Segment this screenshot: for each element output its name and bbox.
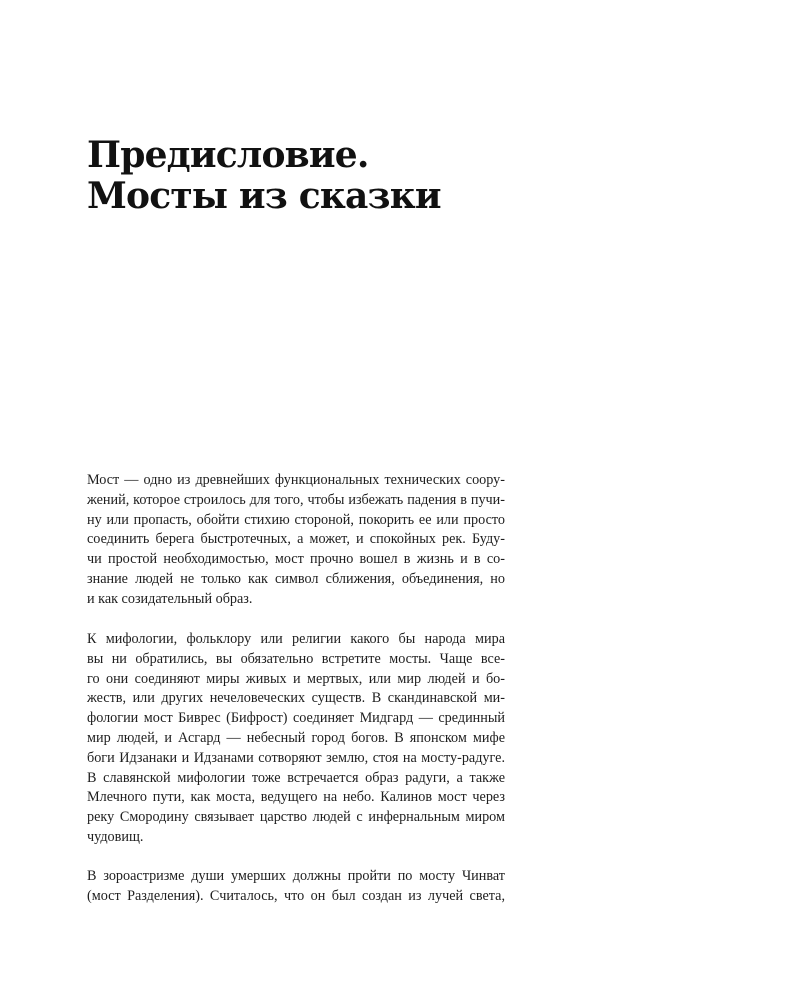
paragraph-1 — [87, 471, 505, 610]
text-line: соединить берега быстротечных, а может, и спокойных рек. Буду- — [87, 531, 505, 548]
text-line: фологии мост Биврес (Бифрост) соединяет Мидгард — срединный — [87, 710, 505, 727]
text-line: и как созидательный образ. — [87, 590, 253, 607]
text-line: жеств, или других нечеловеческих существ. В скандинавской ми- — [87, 690, 505, 707]
text-line: Млечного пути, как моста, ведущего на небо. Калинов мост через — [87, 789, 505, 806]
text-line: К мифологии, фольклору или религии какого бы народа мира — [87, 631, 505, 647]
text-line: чи простой необходимостью, мост прочно вошел в жизнь и в со- — [87, 551, 505, 568]
text-line: го они соединяют миры живых и мертвых, или мир людей и бо- — [87, 670, 505, 687]
paragraph-3 — [87, 867, 505, 907]
text-line: знание людей не только как символ сближения, объединения, но — [87, 570, 505, 587]
paragraph-2 — [87, 630, 505, 848]
text-line: В славянской мифологии тоже встречается образ радуги, а также — [87, 769, 505, 786]
text-line: ну или пропасть, обойти стихию стороной, покорить ее или просто — [87, 511, 505, 528]
text-line: мир людей, и Асгард — небесный город богов. В японском мифе — [87, 729, 505, 746]
text-line: жений, которое строилось для того, чтобы избежать падения в пучи- — [87, 491, 505, 508]
text-line: вы ни обратились, вы обязательно встретите мосты. Чаще все- — [87, 650, 505, 667]
chapter-title-line-2: Мосты из сказки — [87, 175, 441, 217]
text-line: реку Смородину связывает царство людей с инфернальным миром — [87, 809, 505, 826]
text-line: (мост Разделения). Считалось, что он был создан из лучей света, — [87, 887, 505, 904]
chapter-title-line-1: Предисловие. — [87, 134, 369, 176]
chapter-title — [87, 135, 441, 217]
text-line: Мост — одно из древнейших функциональных технических соору- — [87, 472, 505, 488]
text-line: В зороастризме души умерших должны пройти по мосту Чинват — [87, 868, 505, 884]
text-line: чудовищ. — [87, 828, 144, 845]
text-line: боги Идзанаки и Идзанами сотворяют землю, стоя на мосту-радуге. — [87, 749, 505, 766]
